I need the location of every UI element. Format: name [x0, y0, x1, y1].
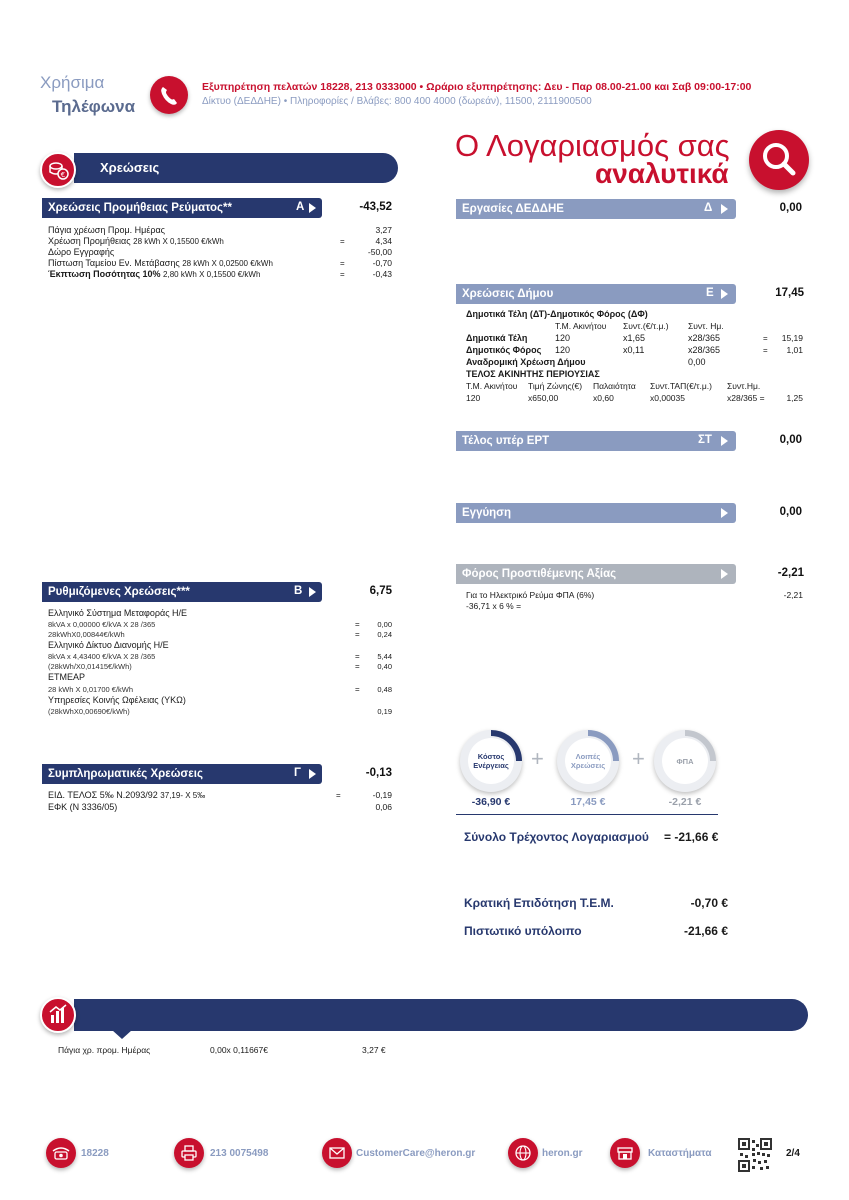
- section-e-total: 17,45: [775, 287, 804, 299]
- telephone-icon: [46, 1138, 76, 1168]
- summary-divider: [456, 814, 718, 815]
- section-a-value-1: 3,27: [375, 225, 392, 235]
- page-title: Ο Λογαριασμός σας: [455, 128, 730, 163]
- section-b-eq: =: [355, 620, 360, 629]
- section-g-eq: =: [336, 791, 341, 800]
- section-b-head-4: Υπηρεσίες Κοινής Ωφέλειας (ΥΚΩ): [48, 695, 186, 705]
- plus-icon: +: [531, 746, 544, 771]
- page-number: 2/4: [786, 1148, 800, 1159]
- header-useful: Χρήσιμα: [40, 73, 105, 92]
- section-b-eq: =: [355, 630, 360, 639]
- section-e-tap-value: 1,25: [786, 393, 803, 403]
- section-e-row-1-a: 120: [555, 333, 571, 343]
- history-value: 3,27 €: [362, 1045, 386, 1055]
- chevron-right-icon: [721, 436, 728, 446]
- section-a-letter: Α: [296, 201, 305, 213]
- section-e-row-2-value: 1,01: [786, 345, 803, 355]
- section-e-tap-val-1: 120: [466, 393, 481, 403]
- history-label: Πάγια χρ. προμ. Ημέρας: [58, 1045, 151, 1055]
- section-a-value-3: -50,00: [367, 247, 392, 257]
- section-a-total: -43,52: [359, 201, 392, 213]
- section-vat-total: -2,21: [777, 567, 804, 579]
- chevron-right-icon: [309, 587, 316, 597]
- section-d-letter: Δ: [704, 202, 713, 214]
- section-b-bar: [42, 582, 322, 602]
- section-e-col-2: Συντ.(€/τ.μ.): [623, 321, 669, 331]
- section-a-eq-4: =: [340, 259, 345, 268]
- plus-icon: +: [632, 746, 645, 771]
- subsidy-label: Κρατική Επιδότηση Τ.Ε.Μ.: [464, 896, 614, 910]
- history-banner-pointer: [112, 1030, 132, 1039]
- section-a-eq-5: =: [340, 270, 345, 279]
- section-a-row-4: Πίστωση Ταμείου Εν. Μετάβασης 28 kWh X 0,02500 €/kWh: [48, 258, 273, 268]
- section-b-row-5: 28 kWh X 0,01700 €/kWh: [48, 685, 134, 694]
- section-b-head-2: Ελληνικό Δίκτυο Διανομής Η/Ε: [48, 640, 169, 650]
- section-e-tap-val-4: x0,00035: [650, 393, 685, 403]
- section-a-row-3: Δώρο Εγγραφής: [48, 247, 115, 257]
- section-e-row-1-label: Δημοτικά Τέλη: [466, 333, 528, 343]
- section-b-label: Ρυθμιζόμενες Χρεώσεις***: [48, 586, 190, 598]
- section-b-row-2: 28kWhX0,00844€/kWh: [48, 630, 125, 639]
- section-b-value-5: 0,48: [377, 685, 392, 694]
- section-e-tap-col-2: Τιμή Ζώνης(€): [528, 381, 583, 391]
- footer-fax[interactable]: 213 0075498: [210, 1148, 269, 1159]
- section-vat-value: -2,21: [783, 590, 803, 600]
- section-g-label: Συμπληρωματικές Χρεώσεις: [48, 768, 203, 780]
- donut-other-charges: [557, 730, 619, 792]
- section-a-bar: [42, 198, 322, 218]
- section-a-value-2: 4,34: [375, 236, 392, 246]
- section-b-eq: =: [355, 652, 360, 661]
- other-charges-value: 17,45 €: [570, 796, 606, 808]
- donut-other-label: Λοιπές Χρεώσεις: [565, 738, 611, 784]
- section-d-total: 0,00: [779, 202, 802, 214]
- section-e-row-2-a: 120: [555, 345, 571, 355]
- section-b-total: 6,75: [369, 585, 392, 597]
- section-e-row-3-label: Αναδρομική Χρέωση Δήμου: [466, 357, 586, 367]
- energy-cost-value: -36,90 €: [471, 796, 511, 808]
- section-e-row-1-b: x1,65: [623, 333, 646, 343]
- section-b-head-3: ΕΤΜΕΑΡ: [48, 672, 86, 682]
- section-b-value-2: 0,24: [377, 630, 392, 639]
- section-e-letter: Ε: [706, 287, 714, 299]
- section-e-tap-col-1: Τ.Μ. Ακινήτου: [466, 381, 518, 391]
- total-label: Σύνολο Τρέχοντος Λογαριασμού: [464, 830, 649, 844]
- section-b-eq: =: [355, 662, 360, 671]
- history-banner: [74, 999, 808, 1031]
- donut-vat-label: ΦΠΑ: [662, 738, 708, 784]
- section-e-row-2-label: Δημοτικός Φόρος: [466, 345, 542, 355]
- footer-phone[interactable]: 18228: [81, 1148, 109, 1159]
- svg-text:€: €: [60, 171, 66, 179]
- section-vat-label: Φόρος Προστιθέμενης Αξίας: [462, 568, 617, 580]
- header-contact-line: Εξυπηρέτηση πελατών 18228, 213 0333000 • Ωράριο εξυπηρέτησης: Δευ - Παρ 08.00-21.00 και Σαβ 09:00-17:00: [202, 81, 752, 93]
- globe-icon: [508, 1138, 538, 1168]
- donut-energy-label: Κόστος Ενέργειας: [468, 738, 514, 784]
- section-b-value-6: 0,19: [377, 707, 392, 716]
- chevron-right-icon: [721, 204, 728, 214]
- section-e-subtitle: Δημοτικά Τέλη (ΔΤ)-Δημοτικός Φόρος (ΔΦ): [466, 309, 648, 319]
- section-b-value-4: 0,40: [377, 662, 392, 671]
- chevron-right-icon: [721, 569, 728, 579]
- section-e-tap-val-2: x650,00: [528, 393, 559, 403]
- footer-website[interactable]: heron.gr: [542, 1148, 583, 1159]
- section-b-letter: Β: [294, 585, 303, 597]
- section-g-row-1: ΕΙΔ. ΤΕΛΟΣ 5‰ Ν.2093/92 37,19- X 5‰: [48, 790, 206, 800]
- credit-label: Πιστωτικό υπόλοιπο: [464, 924, 582, 938]
- chart-icon: [40, 997, 76, 1033]
- section-d-label: Εργασίες ΔΕΔΔΗΕ: [462, 203, 564, 215]
- section-vat-bar: [456, 564, 736, 584]
- section-e-bar: [456, 284, 736, 304]
- section-g-row-2: ΕΦΚ (Ν 3336/05): [48, 802, 118, 812]
- section-e-tap-col-4: Συντ.ΤΑΠ(€/τ.μ.): [650, 381, 712, 391]
- section-a-value-4: -0,70: [372, 258, 392, 268]
- section-e-row-3-value: 0,00: [688, 357, 706, 367]
- section-g-bar: [42, 764, 322, 784]
- section-b-head-1: Ελληνικό Σύστημα Μεταφοράς Η/Ε: [48, 608, 188, 618]
- section-b-row-4: (28kWh/X0,01415€/kWh): [48, 662, 132, 671]
- section-e-tap-val-3: x0,60: [593, 393, 614, 403]
- footer-stores[interactable]: Καταστήματα: [648, 1148, 712, 1159]
- section-b-value-3: 5,44: [377, 652, 392, 661]
- section-st-bar: [456, 431, 736, 451]
- section-g-letter: Γ: [294, 767, 301, 779]
- section-b-value-1: 0,00: [377, 620, 392, 629]
- qr-code-icon: [738, 1138, 772, 1172]
- total-value: = -21,66 €: [664, 830, 719, 844]
- chevron-right-icon: [721, 508, 728, 518]
- fax-icon: [174, 1138, 204, 1168]
- section-a-row-2: Χρέωση Προμήθειας 28 kWh X 0,15500 €/kWh: [48, 236, 224, 246]
- phone-icon: [150, 76, 188, 114]
- section-e-row-2-b: x0,11: [623, 345, 645, 355]
- section-e-tap-col-3: Παλαιότητα: [593, 381, 636, 391]
- section-a-value-5: -0,43: [372, 269, 392, 279]
- section-g-total: -0,13: [365, 767, 392, 779]
- magnifier-icon: [749, 130, 809, 190]
- section-e-tap-val-5: x28/365 =: [727, 393, 765, 403]
- charges-banner-label: Χρεώσεις: [100, 160, 160, 175]
- section-d-bar: [456, 199, 736, 219]
- section-st-label: Τέλος υπέρ ΕΡΤ: [462, 435, 550, 447]
- credit-value: -21,66 €: [683, 924, 728, 938]
- section-guarantee-label: Εγγύηση: [462, 507, 512, 519]
- donut-energy-cost: [460, 730, 522, 792]
- section-st-letter: ΣΤ: [698, 434, 712, 446]
- section-e-label: Χρεώσεις Δήμου: [462, 288, 554, 300]
- section-b-row-1: 8kVA x 0,00000 €/kVA X 28 /365: [48, 620, 156, 629]
- header-network-line: Δίκτυο (ΔΕΔΔΗΕ) • Πληροφορίες / Βλάβες: 800 400 4000 (δωρεάν), 11500, 2111900500: [202, 96, 592, 107]
- section-e-row-2-eq: =: [763, 346, 768, 355]
- chevron-right-icon: [309, 769, 316, 779]
- section-b-row-6: (28kWhX0,00690€/kWh): [48, 707, 130, 716]
- section-vat-row-1: Για το Ηλεκτρικό Ρεύμα ΦΠΑ (6%): [466, 590, 595, 600]
- section-g-value-2: 0,06: [375, 802, 392, 812]
- section-e-row-1-c: x28/365: [688, 333, 721, 343]
- section-vat-row-2: -36,71 x 6 % =: [466, 601, 522, 611]
- coins-icon: [40, 152, 76, 188]
- section-guarantee-bar: [456, 503, 736, 523]
- page-subtitle: αναλυτικά: [595, 158, 729, 189]
- section-a-row-5: Έκπτωση Ποσότητας 10% 2,80 kWh X 0,15500 €/kWh: [48, 269, 261, 279]
- chevron-right-icon: [309, 203, 316, 213]
- vat-value: -2,21 €: [668, 796, 702, 808]
- chevron-right-icon: [721, 289, 728, 299]
- section-st-total: 0,00: [779, 434, 802, 446]
- section-b-row-3: 8kVA x 4,43400 €/kVA X 28 /365: [48, 652, 156, 661]
- store-icon: [610, 1138, 640, 1168]
- section-e-row-1-value: 15,19: [781, 333, 803, 343]
- header-phones: Τηλέφωνα: [52, 97, 136, 116]
- section-e-col-3: Συντ. Ημ.: [688, 321, 724, 331]
- footer-email[interactable]: CustomerCare@heron.gr: [356, 1148, 476, 1159]
- section-e-col-1: Τ.Μ. Ακινήτου: [555, 321, 607, 331]
- history-calc: 0,00x 0,11667€: [210, 1045, 268, 1055]
- section-a-eq-2: =: [340, 237, 345, 246]
- section-g-value-1: -0,19: [372, 790, 392, 800]
- section-e-tap-col-5: Συντ.Ημ.: [727, 381, 761, 391]
- section-guarantee-total: 0,00: [779, 506, 802, 518]
- section-a-row-1: Πάγια χρέωση Προμ. Ημέρας: [48, 225, 166, 235]
- section-e-row-1-eq: =: [763, 334, 768, 343]
- section-b-eq: =: [355, 685, 360, 694]
- email-icon: [322, 1138, 352, 1168]
- donut-vat: [654, 730, 716, 792]
- subsidy-value: -0,70 €: [690, 896, 728, 910]
- section-e-tap-title: ΤΕΛΟΣ ΑΚΙΝΗΤΗΣ ΠΕΡΙΟΥΣΙΑΣ: [466, 369, 600, 379]
- section-a-label: Χρεώσεις Προμήθειας Ρεύματος**: [48, 202, 232, 214]
- section-e-row-2-c: x28/365: [688, 345, 721, 355]
